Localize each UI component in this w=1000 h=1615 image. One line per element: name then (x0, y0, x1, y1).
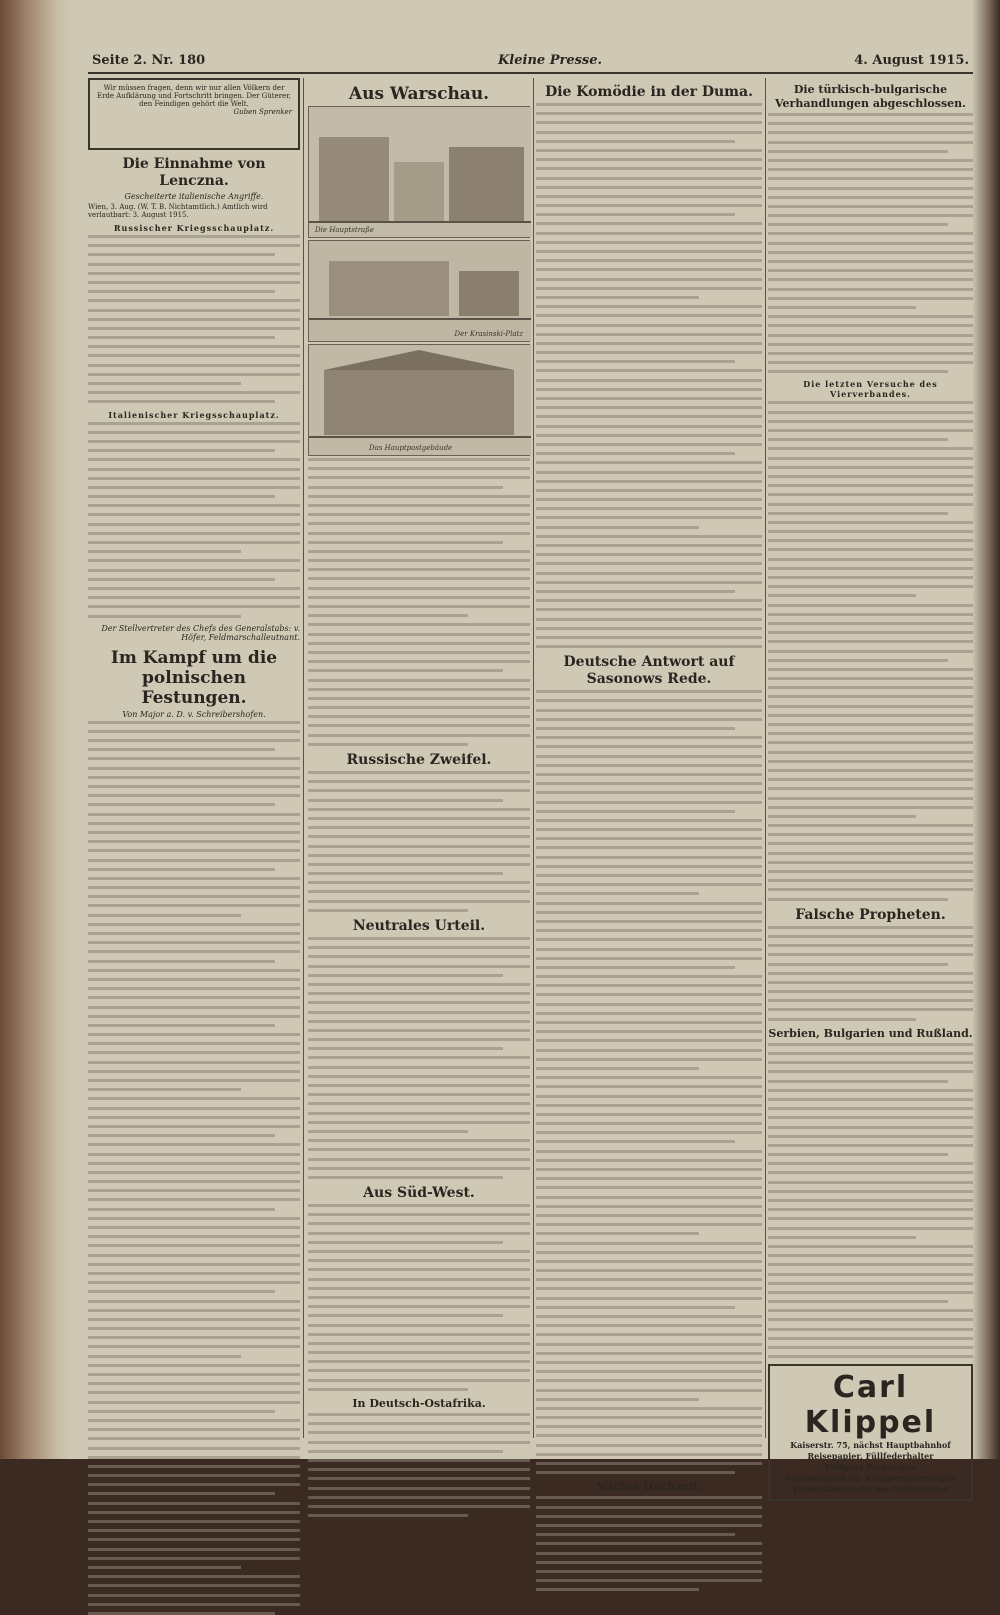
article-text (768, 113, 973, 373)
article-text (88, 235, 300, 403)
headline-russian-doubts: Russische Zweifel. (346, 752, 492, 768)
page-content (88, 50, 973, 1495)
byline: Von Major a. D. v. Schreibershofen. (122, 709, 266, 719)
headline-german-answer: Deutsche Antwort auf Sasonows Rede. (563, 654, 735, 688)
article-text (88, 422, 300, 618)
illustration-main-street (308, 106, 530, 238)
headline-serbia-russia: Serbien, Bulgarien und Rußland. (768, 1026, 973, 1040)
page-edge (972, 0, 1000, 1459)
headline-turkish-bulgarian: Die türkisch-bulgarische Verhandlungen abgeschlossen. (775, 83, 966, 110)
article-text (536, 103, 762, 648)
section-russian-front: Russischer Kriegsschauplatz. (113, 223, 275, 233)
article-text (308, 458, 530, 746)
caption-main-street: Die Hauptstraße (315, 226, 375, 234)
headline-neutral-verdict: Neutrales Urteil. (352, 918, 486, 934)
page-header (88, 50, 973, 74)
section-last-attempts: Die letzten Versuche des Vierverbandes. (803, 379, 938, 400)
illustration-post-office-drawing (309, 345, 531, 455)
ad-address: Kaiserstr. 75, nächst Hauptbahnhof (790, 1440, 951, 1451)
illustration-square (308, 240, 530, 342)
ad-line-2: Reisepapier, Füllfederhalter (807, 1451, 934, 1462)
notice-box (88, 78, 300, 150)
column-1 (88, 78, 300, 1438)
notice-signature: Guben Sprenker (233, 108, 292, 116)
headline-southwest: Aus Süd-West. (363, 1185, 475, 1202)
dateline: Wien, 3. Aug. (W. T. B. Nichtamtlich.) Amtlich wird verlautbart: 3. August 1915. (88, 203, 268, 219)
paper-title: Kleine Presse. (498, 53, 603, 68)
headline-wedding: Nächst Hochzeit. (596, 1480, 702, 1494)
column-3 (536, 78, 762, 1494)
article-text (536, 690, 762, 1474)
issue-date: 4. August 1915. (854, 53, 969, 68)
subhead-italian-attacks: Gescheiterte italienische Angriffe. (124, 192, 264, 201)
notice-text: Wir müssen fragen, denn wir nur allen Völkern der Erde Aufklärung und Fortschritt bringen. Der Güterer, den Feindigen gehört die Welt. (96, 84, 292, 108)
advertisement-carl-klippel (768, 1364, 973, 1501)
headline-warsaw: Aus Warschau. (348, 84, 490, 104)
ad-line-4: Sammelalben für Kriegserinnerungen (785, 1473, 956, 1484)
article-text (308, 771, 530, 912)
illustration-main-street-drawing (309, 107, 531, 237)
article-text (308, 1413, 530, 1517)
page-number: Seite 2. Nr. 180 (92, 53, 206, 68)
column-rule (303, 78, 304, 1438)
caption-square: Der Krasinski-Platz (454, 330, 523, 338)
headline-lenczna: Die Einnahme von Lenczna. (122, 156, 266, 189)
column-rule (765, 78, 766, 1438)
article-text (308, 937, 530, 1179)
ad-line-3: Feldpost-Packungen (825, 1462, 916, 1473)
article-text (308, 1204, 530, 1391)
page-binding (0, 0, 70, 1459)
article-text (768, 926, 973, 1021)
column-4 (768, 78, 973, 1495)
article-text (768, 1043, 973, 1358)
ad-line-5: Papier-Taschentücher Notizbücher (792, 1484, 948, 1495)
caption-post-office: Das Hauptpostgebäude (369, 444, 453, 452)
article-text (88, 721, 300, 1615)
headline-east-africa: In Deutsch-Ostafrika. (352, 1397, 486, 1410)
headline-polish-fortresses: Im Kampf um die polnischen Festungen. (110, 647, 278, 708)
headline-false-prophets: Falsche Propheten. (795, 906, 946, 923)
article-text (536, 1496, 762, 1591)
ad-company-name: Carl Klippel (804, 1370, 937, 1441)
illustration-post-office (308, 344, 530, 456)
illustration-square-drawing (309, 241, 531, 341)
section-italian-front: Italienischer Kriegsschauplatz. (108, 409, 280, 420)
headline-duma: Die Komödie in der Duma. (545, 84, 753, 100)
article-text (768, 401, 973, 900)
column-2 (308, 78, 530, 1438)
column-rule (533, 78, 534, 1438)
article-signature: Der Stellvertreter des Chefs des Generalstabs: v. Höfer, Feldmarschalleutnant. (101, 623, 300, 642)
